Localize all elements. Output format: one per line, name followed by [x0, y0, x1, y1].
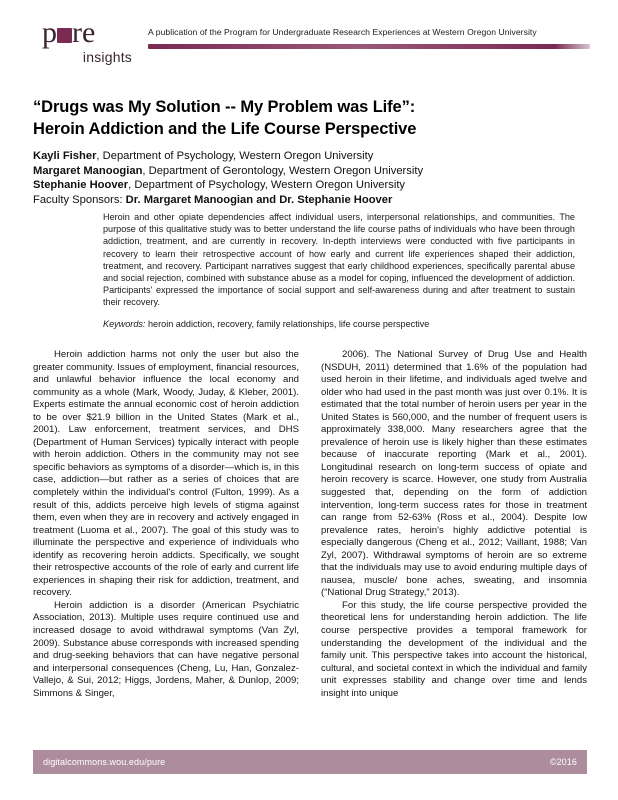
author-list	[33, 149, 593, 208]
masthead-divider-rule	[148, 44, 590, 49]
abstract-text: Heroin and other opiate dependencies affect individual users, interpersonal relationships, and communities. The purpose of this qualitative study was to better understand the life course paths of individuals who have been through addiction, treatment, and are currently in recovery. In-depth interviews were conducted with five participants in recovery to learn their retrospective account of how early and current life experiences shaped their addiction, treatment, and recovery. Participant narratives suggest that early childhood experiences, specifically parental abuse and social rejection, combined with substance abuse as a model for coping, influenced the development of addiction. Participants' expressed the importance of social support and self-awareness during and after treatment to sustain their recovery.	[103, 212, 575, 308]
body-column-left	[33, 349, 299, 700]
pure-insights-logo	[42, 18, 134, 65]
faculty-sponsors-label: Faculty Sponsors:	[33, 194, 126, 207]
body-paragraph: Heroin addiction harms not only the user but also the greater community. Issues of employment, financial resources, and unlawful behavior influence the local economy and community as a whole (Mark, Woody, Juday, & Kleber, 2001). Experts estimate the annual economic cost of heroin addiction to be over $21.9 billion in the United States (Mark et al., 2001). Law enforcement, treatment services, and DHS (Department of Human Services) typically interact with people with heroin addiction. Others in the community may not see specific behaviors as symptoms of a disorder—which is, in this case, addiction—but rather as a series of choices that are completely within the individual's control (Fulton, 1999). As a result of this, addicts perceive high levels of stigma against them, even when they are in recovery and actively engaged in treatment (Luoma et al., 2007). The goal of this study was to illuminate the perspective and experience of individuals who identify as recovering heroin addicts. Specifically, we sought their retrospective accounts of the role of early and current life experiences in shaping their risk for addiction, treatment, and recovery.	[33, 349, 299, 599]
author-row	[33, 178, 593, 193]
keywords-label: Keywords:	[103, 319, 146, 329]
publication-tagline: A publication of the Program for Undergraduate Research Experiences at Western Oregon University	[148, 27, 537, 37]
author-name: Stephanie Hoover	[33, 179, 129, 192]
footer-bar	[33, 750, 587, 774]
author-row	[33, 164, 593, 179]
footer-url[interactable]: digitalcommons.wou.edu/pure	[43, 757, 166, 767]
author-affiliation: , Department of Gerontology, Western Oregon University	[142, 164, 424, 177]
author-affiliation: , Department of Psychology, Western Oregon University	[96, 150, 374, 162]
title-line-1: “Drugs was My Solution -- My Problem was Life”:	[33, 98, 416, 116]
masthead-banner	[148, 18, 590, 49]
logo-letter-p: p	[42, 16, 57, 49]
faculty-sponsors-row	[33, 193, 593, 208]
keywords-line	[103, 318, 575, 330]
logo-subtitle: insights	[82, 49, 132, 65]
body-column-right	[321, 349, 587, 700]
author-affiliation: , Department of Psychology, Western Oregon University	[128, 179, 406, 192]
page-title	[33, 96, 593, 140]
body-paragraph: For this study, the life course perspective provided the theoretical lens for understanding heroin addiction. The life course perspective provides a temporal framework for understanding the development of the individual and the family unit. This perspective takes into account the historical, cultural, and societal context in which the individual and family unit expresses stability and change over time and lends insight into unique	[321, 599, 587, 699]
faculty-sponsors-names: Dr. Margaret Manoogian and Dr. Stephanie Hoover	[125, 194, 393, 207]
logo-letter-u-block	[57, 28, 72, 43]
title-line-2: Heroin Addiction and the Life Course Perspective	[33, 120, 417, 138]
logo-letters-re: re	[72, 16, 96, 49]
body-paragraph: 2006). The National Survey of Drug Use and Health (NSDUH, 2011) determined that 1.6% of the population had used heroin in their lifetime, and individuals aged twelve and older who had used in the past month was just over 0.1%. It is estimated that the total number of heroin users per year in the United States is 560,000, and the number of frequent users is approximately 338,000. Many researchers agree that the prevalence of heroin use is likely higher than these estimates because of inaccurate reporting (Mark et al., 2001). Longitudinal research on long-term success of opiate and heroin recovery is scarce. However, one study from Australia suggested that, depending on the form of addiction intervention, long-term success rates for those in treatment can range from 52-63% (Ross et al., 2004). Despite low prevalence rates, heroin's highly addictive potential is especially dangerous (Cheng et al., 2012; Vaillant, 1988; Van Zyl, 2007). Withdrawal symptoms of heroin are so extreme that the individuals may use to avoid enduring multiple days of nausea, muscle/ bone aches, sweating, and insomnia (“National Drug Strategy,” 2013).	[321, 349, 587, 599]
author-row	[33, 149, 593, 164]
body-columns	[33, 349, 587, 700]
logo-wordmark	[42, 18, 134, 48]
author-name: Margaret Manoogian	[33, 164, 143, 177]
footer-copyright: ©2016	[549, 757, 577, 767]
author-name: Kayli Fisher	[33, 150, 97, 162]
keywords-values: heroin addiction, recovery, family relationships, life course perspective	[145, 319, 430, 329]
masthead	[0, 18, 618, 78]
body-paragraph: Heroin addiction is a disorder (American Psychiatric Association, 2013). Multiple uses require continued use and increased dosage to avoid withdrawal symptoms (Van Zyl, 2009). Substance abuse corresponds with increased spending and drug-seeking behaviors that can have negative personal and interpersonal consequences (Cheng, Lu, Han, Gonzalez-Vallejo, & Sui, 2012; Higgs, Jordens, Maher, & Dunlop, 2009; Simmons & Singer,	[33, 599, 299, 699]
